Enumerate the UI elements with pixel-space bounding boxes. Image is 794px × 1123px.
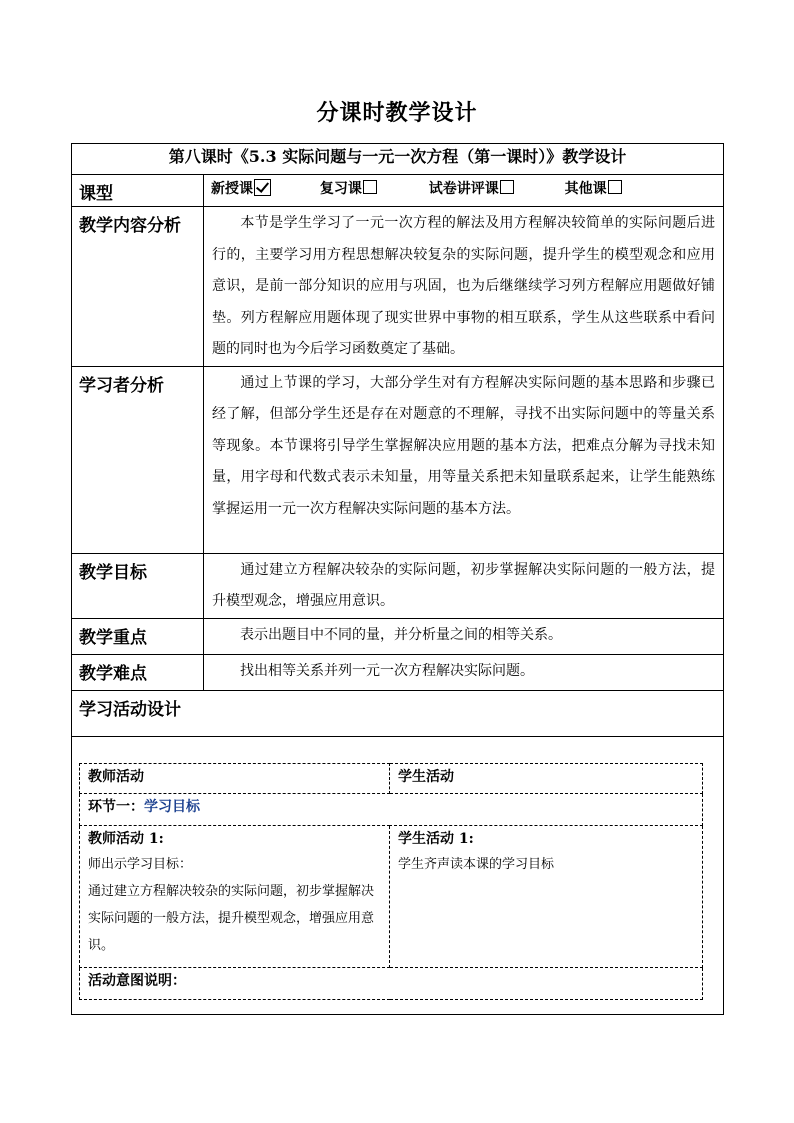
- checkbox-icon[interactable]: [500, 180, 514, 194]
- content-analysis-text: 本节是学生学习了一元一次方程的解法及用方程解决较简单的实际问题后进行的，主要学习用方程思想解决较复杂的实际问题，提升学生的模型观念和应用意识，是前一部分知识的应用与巩固，也为后继继续学习列方程解应用题做好铺垫。列方程解应用题体现了现实世界中事物的相互联系，学生从这些联系中看问题的同时也为今后学习函数奠定了基础。: [204, 207, 724, 367]
- activity-design-label: 学习活动设计: [72, 690, 724, 736]
- teacher-activity-header: 教师活动: [80, 763, 390, 793]
- stage-one-row: 环节一：学习目标: [80, 793, 703, 825]
- lesson-title: 第八课时《5.3 实际问题与一元一次方程（第一课时）》教学设计: [72, 144, 724, 175]
- learner-analysis-label: 学习者分析: [72, 366, 204, 553]
- option-new-lesson[interactable]: 新授课: [211, 175, 271, 203]
- difficulties-label: 教学难点: [72, 654, 204, 690]
- student-activity-header: 学生活动: [390, 763, 703, 793]
- key-points-label: 教学重点: [72, 618, 204, 654]
- objectives-label: 教学目标: [72, 553, 204, 618]
- objectives-text: 通过建立方程解决较杂的实际问题，初步掌握解决实际问题的一般方法，提升模型观念，增强应用意识。: [204, 553, 724, 618]
- stage-one-title: 学习目标: [144, 798, 200, 815]
- difficulties-text: 找出相等关系并列一元一次方程解决实际问题。: [204, 654, 724, 690]
- lesson-type-label: 课型: [72, 175, 204, 207]
- lesson-type-options: [204, 175, 724, 207]
- content-analysis-label: 教学内容分析: [72, 207, 204, 367]
- activity-table: [79, 763, 703, 1000]
- student-activity-title: 学生活动 1:: [398, 830, 474, 847]
- option-review-lesson[interactable]: 复习课: [320, 175, 377, 203]
- intent-note-label: 活动意图说明：: [80, 967, 703, 999]
- teacher-activity-line2: 通过建立方程解决较杂的实际问题，初步掌握解决实际问题的一般方法，提升模型观念，增强应用意识。: [88, 883, 375, 953]
- checkbox-icon[interactable]: [363, 180, 377, 194]
- document-title: 分课时教学设计: [316, 100, 478, 126]
- teacher-activity-line1: 师出示学习目标：: [88, 856, 193, 872]
- option-other-lesson[interactable]: 其他课: [565, 175, 622, 203]
- checkbox-icon[interactable]: [608, 180, 622, 194]
- key-points-text: 表示出题目中不同的量，并分析量之间的相等关系。: [204, 618, 724, 654]
- learner-analysis-text: 通过上节课的学习，大部分学生对有方程解决实际问题的基本思路和步骤已经了解，但部分学生还是存在对题意的不理解，寻找不出实际问题中的等量关系等现象。本节课将引导学生掌握解决应用题的基本方法，把难点分解为寻找未知量，用字母和代数式表示未知量，用等量关系把未知量联系起来，让学生能熟练掌握运用一元一次方程解决实际问题的基本方法。: [204, 366, 724, 553]
- teacher-activity-cell: [80, 825, 390, 967]
- option-exam-review-lesson[interactable]: 试卷讲评课: [429, 175, 514, 203]
- lesson-plan-table: [71, 143, 724, 1015]
- checked-checkbox-icon[interactable]: [254, 179, 271, 196]
- student-activity-line1: 学生齐声读本课的学习目标: [398, 856, 555, 872]
- student-activity-cell: [390, 825, 703, 967]
- teacher-activity-title: 教师活动 1:: [88, 830, 164, 847]
- activity-design-area: [72, 736, 724, 1014]
